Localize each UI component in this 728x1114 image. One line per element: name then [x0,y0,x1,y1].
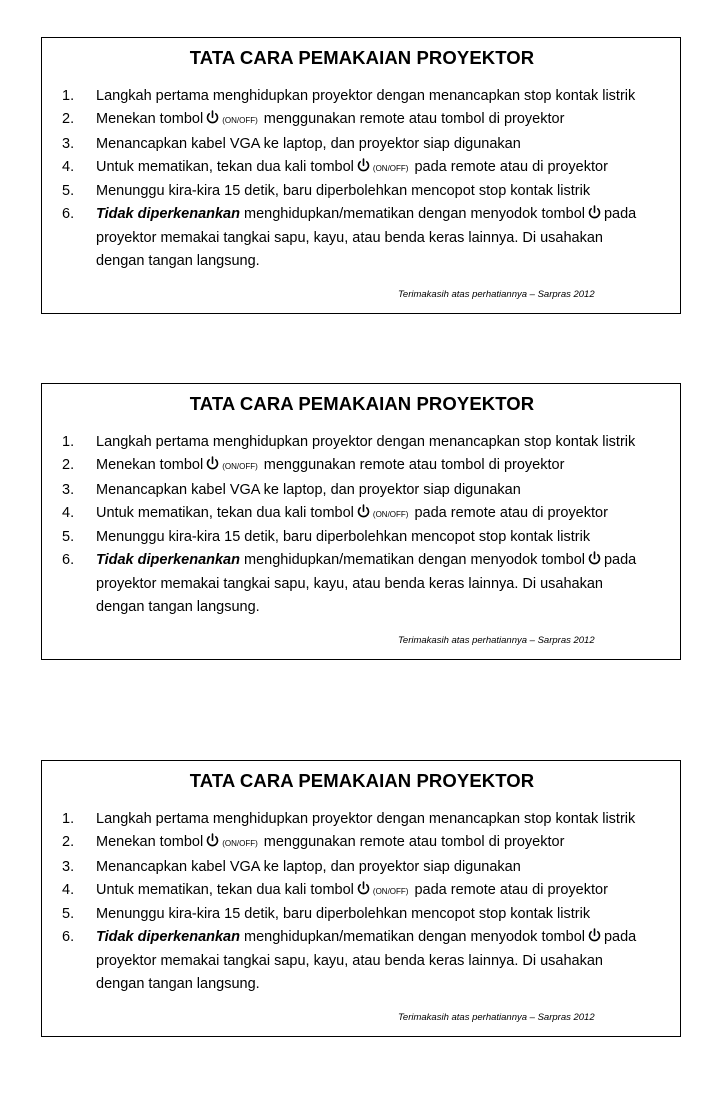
step-text: Menunggu kira-kira 15 detik, baru diperbolehkan mencopot stop kontak listrik [96,906,591,923]
step-text-after: menggunakan remote atau tombol di proyektor [263,457,565,474]
onoff-label: (ON/OFF) [372,163,409,173]
step-number: 6. [62,552,75,569]
power-icon [357,158,370,173]
onoff-label: (ON/OFF) [372,509,409,519]
step-text-after: pada [603,929,637,946]
step-text: Menancapkan kabel VGA ke laptop, dan proyektor siap digunakan [96,858,521,875]
step-line-1 [96,926,674,949]
step-text-after: menggunakan remote atau tombol di proyektor [263,111,565,128]
step-number: 6. [62,206,75,223]
step-line-1 [96,203,674,226]
step-number: 3. [62,135,75,152]
step-number: 5. [62,906,75,923]
step-line-3: dengan tangan langsung. [96,599,260,616]
step-text: Menancapkan kabel VGA ke laptop, dan proyektor siap digunakan [96,481,521,498]
step-item [62,454,674,478]
step-item [62,502,674,526]
step-text: Langkah pertama menghidupkan proyektor dengan menancapkan stop kontak listrik [96,88,636,104]
step-text-before: Menekan tombol [96,111,204,128]
step-number: 3. [62,481,75,498]
step-text-before: menghidupkan/mematikan dengan menyodok tombol [244,206,585,223]
onoff-label: (ON/OFF) [222,462,258,472]
step-item [62,180,674,203]
step-number: 6. [62,929,75,946]
step-text-before: menghidupkan/mematikan dengan menyodok tombol [244,929,585,946]
step-item [62,926,674,996]
step-text-before: Menekan tombol [96,834,204,851]
step-number: 4. [62,158,75,175]
step-text-after: menggunakan remote atau tombol di proyektor [263,834,565,851]
step-item [62,831,674,855]
step-item [62,903,674,926]
step-number: 5. [62,183,75,200]
step-number: 2. [62,834,75,851]
step-number: 2. [62,111,75,128]
steps-list [62,808,674,996]
power-icon [588,928,601,943]
step-text: Menunggu kira-kira 15 detik, baru diperbolehkan mencopot stop kontak listrik [96,529,591,546]
step-text-after: pada remote atau di proyektor [414,158,608,175]
step-item [62,133,674,156]
step-item [62,549,674,619]
step-number: 2. [62,457,75,474]
step-text: Langkah pertama menghidupkan proyektor dengan menancapkan stop kontak listrik [96,434,636,450]
steps-list [62,85,674,273]
step-text-before: Untuk mematikan, tekan dua kali tombol [96,504,354,521]
notice-card-1 [41,37,681,314]
step-line-2: proyektor memakai tangkai sapu, kayu, atau benda keras lainnya. Di usahakan [96,952,603,969]
step-text-before: Untuk mematikan, tekan dua kali tombol [96,158,354,175]
step-item [62,431,674,454]
step-number: 5. [62,529,75,546]
step-number: 1. [62,88,75,104]
power-icon [357,504,370,519]
step-text-before: Untuk mematikan, tekan dua kali tombol [96,881,354,898]
power-icon [206,110,219,125]
onoff-label: (ON/OFF) [222,116,258,126]
step-item [62,526,674,549]
step-number: 1. [62,434,75,450]
step-line-3: dengan tangan langsung. [96,976,260,993]
step-item [62,808,674,831]
step-number: 4. [62,881,75,898]
step-text-after: pada [603,552,637,569]
notice-card-2 [41,383,681,660]
steps-list [62,431,674,619]
power-icon [588,205,601,220]
notice-footer: Terimakasih atas perhatiannya – Sarpras 2012 [398,1012,595,1023]
power-icon [588,551,601,566]
step-item [62,879,674,903]
notice-footer: Terimakasih atas perhatiannya – Sarpras 2012 [398,289,595,300]
step-item [62,85,674,108]
power-icon [206,456,219,471]
step-item [62,203,674,273]
step-number: 3. [62,858,75,875]
step-text-after: pada [603,206,637,223]
step-text-after: pada remote atau di proyektor [414,504,608,521]
step-line-2: proyektor memakai tangkai sapu, kayu, atau benda keras lainnya. Di usahakan [96,229,603,246]
notice-title: TATA CARA PEMAKAIAN PROYEKTOR [189,47,535,68]
step-number: 4. [62,504,75,521]
notice-footer: Terimakasih atas perhatiannya – Sarpras 2012 [398,635,595,646]
step-item [62,156,674,180]
onoff-label: (ON/OFF) [222,839,258,849]
power-icon [357,881,370,896]
step-line-3: dengan tangan langsung. [96,253,260,270]
step-line-1 [96,549,674,572]
notice-title: TATA CARA PEMAKAIAN PROYEKTOR [189,770,535,791]
step-text: Menancapkan kabel VGA ke laptop, dan proyektor siap digunakan [96,135,521,152]
step-emphasis: Tidak diperkenankan [96,552,240,569]
power-icon [206,833,219,848]
notice-title: TATA CARA PEMAKAIAN PROYEKTOR [189,393,535,414]
step-text: Langkah pertama menghidupkan proyektor dengan menancapkan stop kontak listrik [96,811,636,827]
notice-card-3 [41,760,681,1037]
step-line-2: proyektor memakai tangkai sapu, kayu, atau benda keras lainnya. Di usahakan [96,575,603,592]
step-emphasis: Tidak diperkenankan [96,206,240,223]
step-text-before: menghidupkan/mematikan dengan menyodok tombol [244,552,585,569]
step-number: 1. [62,811,75,827]
onoff-label: (ON/OFF) [372,886,409,896]
step-item [62,856,674,879]
step-emphasis: Tidak diperkenankan [96,929,240,946]
step-text: Menunggu kira-kira 15 detik, baru diperbolehkan mencopot stop kontak listrik [96,183,591,200]
step-text-before: Menekan tombol [96,457,204,474]
step-item [62,479,674,502]
step-text-after: pada remote atau di proyektor [414,881,608,898]
step-item [62,108,674,132]
